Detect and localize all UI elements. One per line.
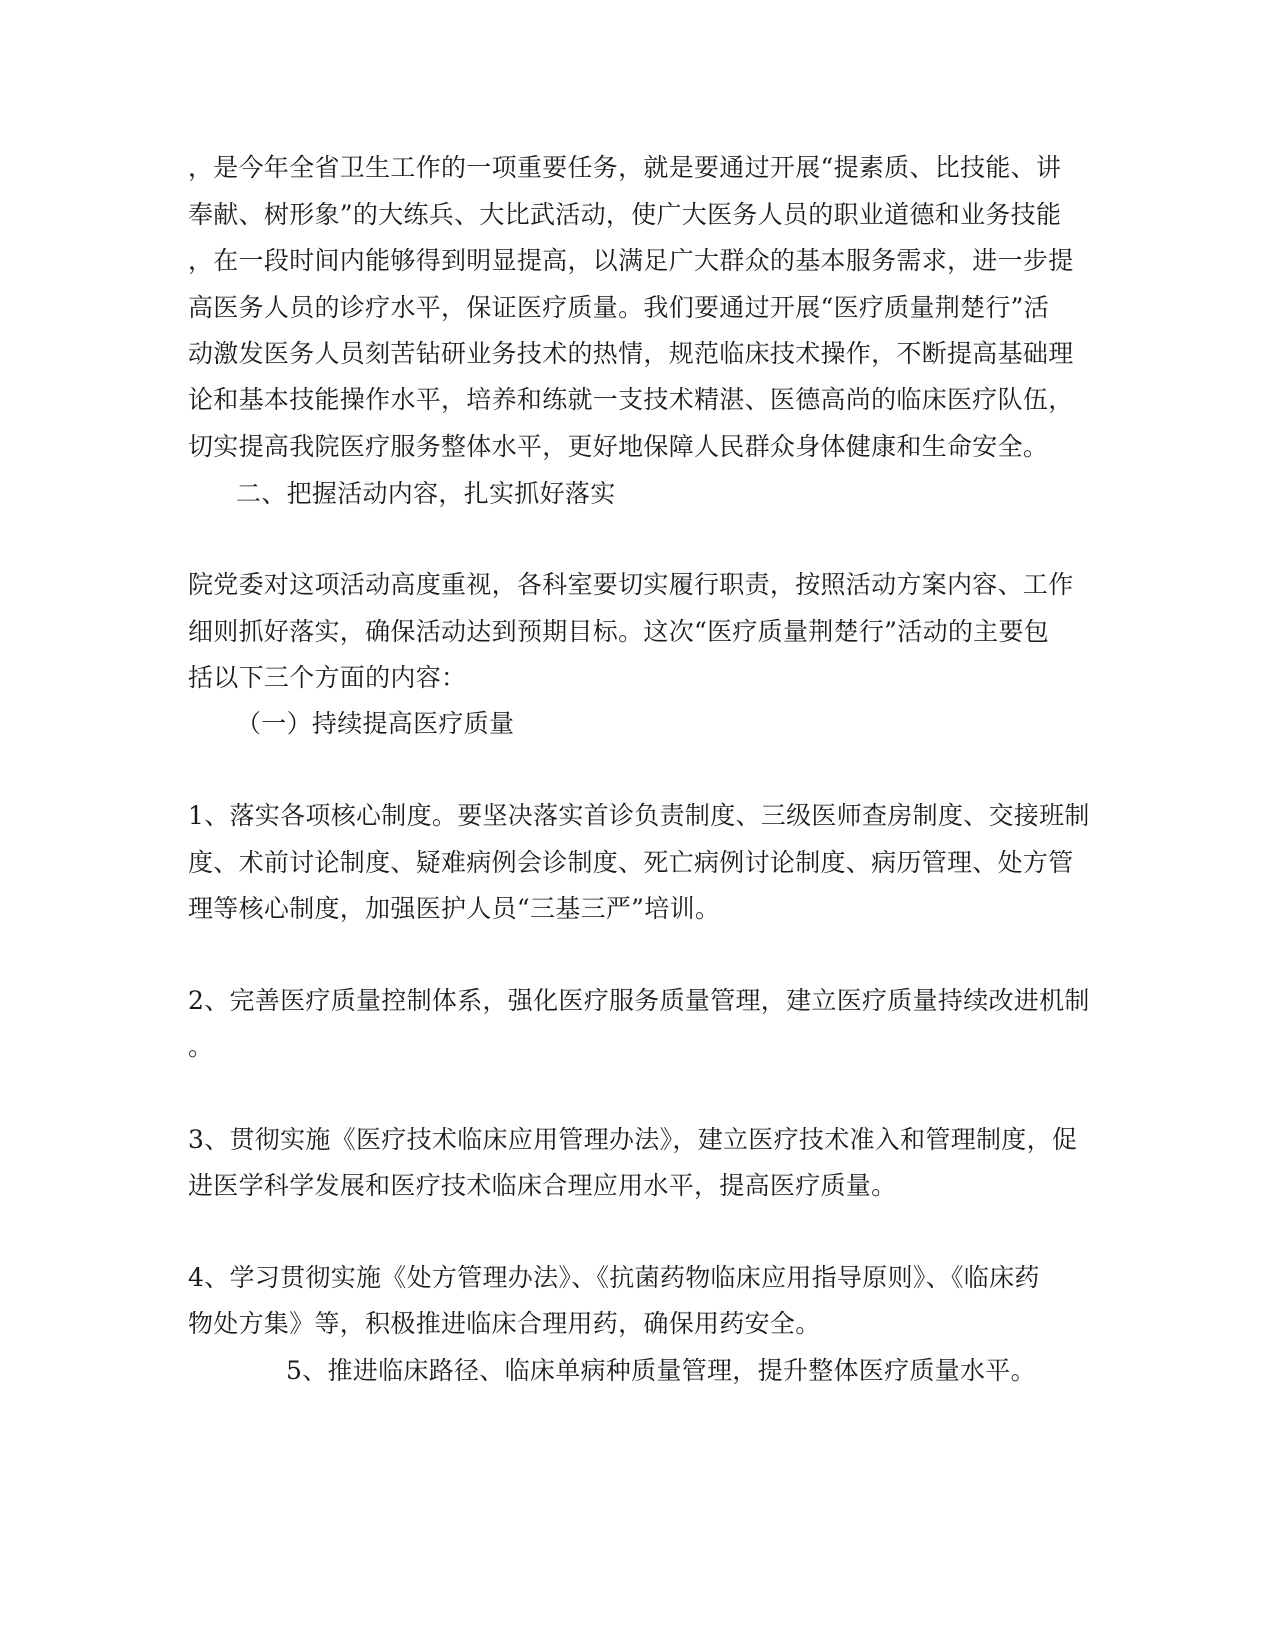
body-line: 动激发医务人员刻苦钻研业务技术的热情，规范临床技术操作，不断提高基础理 [188,339,1074,368]
list-item-line: 5、推进临床路径、临床单病种质量管理，提升整体医疗质量水平。 [286,1356,1036,1385]
body-line: 高医务人员的诊疗水平，保证医疗质量。我们要通过开展“医疗质量荆楚行”活 [188,293,1050,322]
body-line: 奉献、树形象”的大练兵、大比武活动，使广大医务人员的职业道德和业务技能 [188,200,1062,229]
body-line: 切实提高我院医疗服务整体水平，更好地保障人民群众身体健康和生命安全。 [188,432,1049,461]
list-item-line: 物处方集》等，积极推进临床合理用药，确保用药安全。 [188,1309,821,1338]
list-item-line: 3、贯彻实施《医疗技术临床应用管理办法》，建立医疗技术准入和管理制度，促 [188,1125,1078,1154]
list-item-line: 4、学习贯彻实施《处方管理办法》、《抗菌药物临床应用指导原则》、《临床药 [188,1263,1040,1292]
body-line: 括以下三个方面的内容： [188,663,467,692]
list-item-line: 理等核心制度，加强医护人员“三基三严”培训。 [188,894,721,923]
list-item-line: 。 [188,1032,214,1061]
body-line: 论和基本技能操作水平，培养和练就一支技术精湛、医德高尚的临床医疗队伍， [188,385,1074,414]
list-item-line: 进医学科学发展和医疗技术临床合理应用水平，提高医疗质量。 [188,1171,897,1200]
subsection-heading: （一）持续提高医疗质量 [236,709,515,738]
section-heading: 二、把握活动内容，扎实抓好落实 [236,479,616,508]
list-item-line: 1、落实各项核心制度。要坚决落实首诊负责制度、三级医师查房制度、交接班制 [188,801,1090,830]
body-line: ，是今年全省卫生工作的一项重要任务，就是要通过开展“提素质、比技能、讲 [188,153,1062,182]
list-item-line: 度、术前讨论制度、疑难病例会诊制度、死亡病例讨论制度、病历管理、处方管 [188,848,1074,877]
body-line: 细则抓好落实，确保活动达到预期目标。这次“医疗质量荆楚行”活动的主要包 [188,617,1050,646]
body-line: ，在一段时间内能够得到明显提高，以满足广大群众的基本服务需求，进一步提 [188,246,1074,275]
body-line: 院党委对这项活动高度重视，各科室要切实履行职责，按照活动方案内容、工作 [188,570,1074,599]
list-item-line: 2、完善医疗质量控制体系，强化医疗服务质量管理，建立医疗质量持续改进机制 [188,986,1090,1015]
